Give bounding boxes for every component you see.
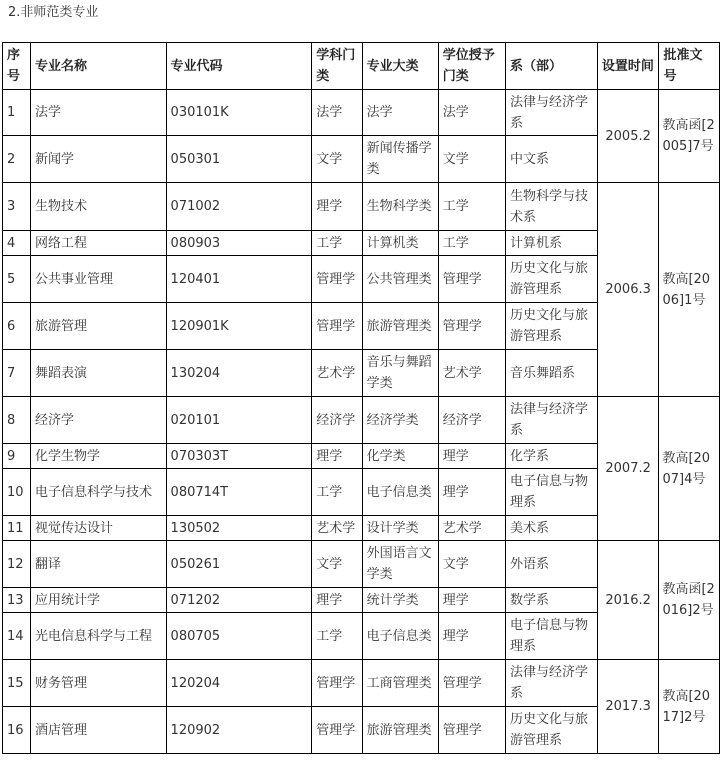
cell-time: 2005.2 (597, 90, 659, 183)
cell-code: 120401 (166, 256, 312, 303)
cell-category: 工学 (312, 231, 362, 256)
cell-name: 法学 (31, 90, 167, 136)
cell-dept: 法律与经济学系 (505, 660, 597, 707)
cell-class: 电子信息类 (362, 613, 438, 660)
cell-category: 艺术学 (312, 516, 362, 541)
cell-no: 15 (3, 660, 31, 707)
cell-class: 设计学类 (362, 516, 438, 541)
cell-class: 音乐与舞蹈学类 (362, 350, 438, 397)
section-title: 2.非师范类专业 (8, 5, 99, 20)
cell-class: 电子信息类 (362, 469, 438, 516)
cell-time: 2017.3 (597, 660, 659, 754)
cell-degree: 工学 (438, 231, 505, 256)
cell-dept: 美术系 (505, 516, 597, 541)
cell-degree: 文学 (438, 541, 505, 588)
cell-degree: 理学 (438, 613, 505, 660)
cell-no: 16 (3, 707, 31, 754)
cell-name: 翻译 (31, 541, 167, 588)
cell-name: 财务管理 (31, 660, 167, 707)
cell-no: 3 (3, 183, 31, 231)
header-class: 专业大类 (362, 43, 438, 90)
cell-category: 经济学 (312, 397, 362, 444)
cell-dept: 生物科学与技术系 (505, 183, 597, 231)
cell-dept: 历史文化与旅游管理系 (505, 707, 597, 754)
cell-code: 120902 (166, 707, 312, 754)
cell-no: 11 (3, 516, 31, 541)
cell-category: 理学 (312, 444, 362, 469)
cell-no: 9 (3, 444, 31, 469)
cell-dept: 中文系 (505, 136, 597, 183)
cell-class: 工商管理类 (362, 660, 438, 707)
table-row (3, 660, 720, 707)
cell-category: 文学 (312, 541, 362, 588)
cell-name: 生物技术 (31, 183, 167, 231)
header-name: 专业名称 (31, 43, 167, 90)
cell-category: 理学 (312, 588, 362, 613)
cell-category: 文学 (312, 136, 362, 183)
cell-dept: 历史文化与旅游管理系 (505, 256, 597, 303)
header-dept: 系（部） (505, 43, 597, 90)
cell-degree: 管理学 (438, 303, 505, 350)
cell-code: 120901K (166, 303, 312, 350)
cell-dept: 历史文化与旅游管理系 (505, 303, 597, 350)
cell-dept: 音乐舞蹈系 (505, 350, 597, 397)
cell-degree: 艺术学 (438, 350, 505, 397)
cell-category: 管理学 (312, 707, 362, 754)
cell-category: 艺术学 (312, 350, 362, 397)
cell-name: 应用统计学 (31, 588, 167, 613)
cell-degree: 理学 (438, 469, 505, 516)
cell-category: 理学 (312, 183, 362, 231)
header-code: 专业代码 (166, 43, 312, 90)
cell-name: 酒店管理 (31, 707, 167, 754)
cell-category: 法学 (312, 90, 362, 136)
table-row (3, 90, 720, 136)
cell-class: 计算机类 (362, 231, 438, 256)
header-row (3, 43, 720, 90)
cell-class: 旅游管理类 (362, 303, 438, 350)
cell-doc: 教高[2017]2号 (659, 660, 720, 754)
cell-class: 统计学类 (362, 588, 438, 613)
header-doc: 批准文号 (659, 43, 720, 90)
cell-doc: 教高函[2016]2号 (659, 541, 720, 660)
header-degree: 学位授予门类 (438, 43, 505, 90)
cell-no: 10 (3, 469, 31, 516)
cell-dept: 电子信息与物理系 (505, 469, 597, 516)
cell-degree: 艺术学 (438, 516, 505, 541)
cell-time: 2016.2 (597, 541, 659, 660)
cell-category: 管理学 (312, 303, 362, 350)
cell-no: 5 (3, 256, 31, 303)
cell-name: 视觉传达设计 (31, 516, 167, 541)
cell-name: 舞蹈表演 (31, 350, 167, 397)
cell-code: 071002 (166, 183, 312, 231)
cell-category: 管理学 (312, 256, 362, 303)
cell-code: 080903 (166, 231, 312, 256)
cell-degree: 理学 (438, 444, 505, 469)
cell-no: 4 (3, 231, 31, 256)
cell-code: 130204 (166, 350, 312, 397)
table-row (3, 541, 720, 588)
cell-name: 光电信息科学与工程 (31, 613, 167, 660)
cell-dept: 法律与经济学系 (505, 397, 597, 444)
cell-doc: 教高[2007]4号 (659, 397, 720, 541)
cell-degree: 经济学 (438, 397, 505, 444)
cell-category: 工学 (312, 613, 362, 660)
cell-dept: 外语系 (505, 541, 597, 588)
cell-degree: 法学 (438, 90, 505, 136)
cell-class: 旅游管理类 (362, 707, 438, 754)
cell-no: 8 (3, 397, 31, 444)
cell-no: 1 (3, 90, 31, 136)
cell-class: 法学 (362, 90, 438, 136)
cell-code: 050301 (166, 136, 312, 183)
cell-class: 经济学类 (362, 397, 438, 444)
cell-name: 电子信息科学与技术 (31, 469, 167, 516)
cell-class: 化学类 (362, 444, 438, 469)
cell-no: 13 (3, 588, 31, 613)
cell-class: 生物科学类 (362, 183, 438, 231)
cell-name: 公共事业管理 (31, 256, 167, 303)
cell-dept: 计算机系 (505, 231, 597, 256)
cell-time: 2007.2 (597, 397, 659, 541)
cell-class: 外国语言文学类 (362, 541, 438, 588)
cell-dept: 法律与经济学系 (505, 90, 597, 136)
cell-name: 网络工程 (31, 231, 167, 256)
cell-name: 新闻学 (31, 136, 167, 183)
cell-code: 050261 (166, 541, 312, 588)
majors-table (2, 42, 720, 754)
cell-name: 化学生物学 (31, 444, 167, 469)
cell-degree: 文学 (438, 136, 505, 183)
cell-no: 6 (3, 303, 31, 350)
cell-no: 7 (3, 350, 31, 397)
cell-code: 020101 (166, 397, 312, 444)
cell-dept: 数学系 (505, 588, 597, 613)
cell-code: 130502 (166, 516, 312, 541)
header-category: 学科门类 (312, 43, 362, 90)
cell-dept: 化学系 (505, 444, 597, 469)
cell-name: 经济学 (31, 397, 167, 444)
header-time: 设置时间 (597, 43, 659, 90)
cell-degree: 管理学 (438, 660, 505, 707)
table-row (3, 397, 720, 444)
cell-code: 071202 (166, 588, 312, 613)
cell-code: 070303T (166, 444, 312, 469)
cell-code: 080705 (166, 613, 312, 660)
cell-class: 公共管理类 (362, 256, 438, 303)
cell-no: 14 (3, 613, 31, 660)
cell-no: 2 (3, 136, 31, 183)
cell-time: 2006.3 (597, 183, 659, 397)
header-no: 序号 (3, 43, 31, 90)
cell-class: 新闻传播学类 (362, 136, 438, 183)
cell-code: 120204 (166, 660, 312, 707)
cell-code: 080714T (166, 469, 312, 516)
cell-degree: 管理学 (438, 707, 505, 754)
cell-degree: 管理学 (438, 256, 505, 303)
cell-category: 管理学 (312, 660, 362, 707)
cell-code: 030101K (166, 90, 312, 136)
cell-no: 12 (3, 541, 31, 588)
cell-doc: 教高[2006]1号 (659, 183, 720, 397)
cell-dept: 电子信息与物理系 (505, 613, 597, 660)
cell-degree: 理学 (438, 588, 505, 613)
cell-degree: 工学 (438, 183, 505, 231)
cell-name: 旅游管理 (31, 303, 167, 350)
table-row (3, 183, 720, 231)
cell-category: 工学 (312, 469, 362, 516)
cell-doc: 教高函[2005]7号 (659, 90, 720, 183)
